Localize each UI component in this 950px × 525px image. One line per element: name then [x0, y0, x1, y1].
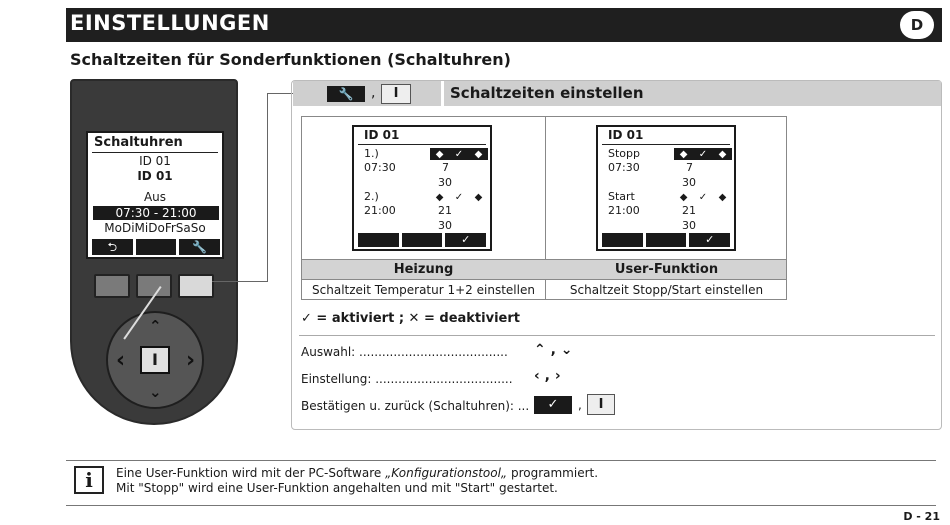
- mark: ✓: [454, 148, 464, 160]
- mark: ◆: [474, 148, 483, 160]
- mark: ◆: [435, 191, 444, 203]
- wrench-icon[interactable]: 🔧: [179, 239, 220, 255]
- device-line-status: Aus: [143, 190, 167, 204]
- check-icon: ✓: [534, 396, 572, 414]
- screen-title: ID 01: [608, 128, 644, 142]
- mark: ✓: [454, 191, 464, 203]
- mark: ◆: [718, 148, 727, 160]
- row-label: 2.): [364, 190, 379, 203]
- panel-title: Schaltzeiten einstellen: [450, 84, 644, 102]
- row-time: 21:00: [364, 204, 396, 217]
- note-text: programmiert.: [507, 466, 599, 480]
- screens-table: [301, 116, 787, 300]
- arrow-up-down-icon: ⌃ , ⌄: [534, 342, 573, 358]
- day-marks-bar: [674, 148, 732, 160]
- device-key-right[interactable]: [178, 274, 214, 298]
- day-marks-bar: [430, 148, 488, 160]
- screen-softkeys: [358, 233, 486, 247]
- panel-header: [444, 81, 941, 106]
- device-line-days: MoDiMiDoFrSaSo: [104, 221, 206, 235]
- device-line-selected-time: 07:30 - 21:00: [93, 206, 219, 220]
- i-key: I: [381, 84, 411, 104]
- softkey: [358, 233, 399, 247]
- device-screen: [86, 131, 224, 259]
- page-header: [66, 8, 942, 42]
- mark: ◆: [474, 191, 483, 203]
- back-icon[interactable]: ⮌: [92, 239, 133, 255]
- desc-user-funktion: Schaltzeit Stopp/Start einstellen: [569, 283, 764, 297]
- key-separator: ,: [578, 398, 582, 412]
- info-icon: i: [74, 466, 104, 494]
- row-einstellung: Einstellung: ....................................: [301, 372, 513, 386]
- row-auswahl: Auswahl: .......................................: [301, 345, 508, 359]
- screen-user-funktion: [596, 125, 736, 251]
- row-value: 30: [438, 219, 452, 232]
- row-label: Stopp: [608, 147, 640, 160]
- softkey: [602, 233, 643, 247]
- info-divider-top: [66, 460, 936, 461]
- i-key: I: [587, 394, 615, 415]
- page-number: D - 21: [903, 510, 940, 523]
- screen-title: ID 01: [364, 128, 400, 142]
- arrow-down-icon[interactable]: ⌄: [149, 383, 162, 401]
- screen-softkeys: [602, 233, 730, 247]
- row-value: 7: [686, 161, 693, 174]
- row-label: Start: [608, 190, 635, 203]
- row-value: 7: [442, 161, 449, 174]
- table-desc-row: [302, 280, 786, 300]
- softkey: [402, 233, 443, 247]
- mark: ◆: [679, 148, 688, 160]
- arrow-up-icon[interactable]: ⌃: [149, 317, 162, 335]
- wrench-icon: 🔧: [327, 86, 365, 102]
- col-head-user-funktion: User-Funktion: [614, 262, 719, 277]
- day-marks: [430, 191, 488, 203]
- table-header-row: [302, 259, 786, 280]
- separator: [299, 335, 935, 336]
- controller-device: [70, 79, 238, 425]
- device-center-key[interactable]: I: [140, 346, 170, 374]
- panel-header-keys: [293, 81, 441, 106]
- arrow-right-icon[interactable]: ›: [186, 348, 196, 373]
- header-title: EINSTELLUNGEN: [70, 11, 270, 35]
- key-separator: ,: [371, 85, 376, 101]
- device-key-left[interactable]: [94, 274, 130, 298]
- device-screen-divider: [92, 152, 218, 153]
- row-value: 21: [682, 204, 696, 217]
- row-bestaetigen: Bestätigen u. zurück (Schaltuhren): ...: [301, 399, 530, 413]
- info-divider-bottom: [66, 505, 936, 506]
- info-note-2: Mit "Stopp" wird eine User-Funktion angehalten und mit "Start" gestartet.: [116, 481, 558, 495]
- note-text: Eine User-Funktion wird mit der PC-Software: [116, 466, 386, 480]
- connector-line: [212, 281, 268, 282]
- screen-divider: [602, 144, 730, 145]
- device-line-id-bold: ID 01: [137, 169, 173, 183]
- row-value: 30: [682, 176, 696, 189]
- row-value: 21: [438, 204, 452, 217]
- col-head-heizung: Heizung: [393, 262, 454, 277]
- info-note-1: [116, 466, 598, 480]
- device-softkeys: [92, 239, 220, 255]
- arrow-left-right-icon: ‹ , ›: [534, 368, 561, 384]
- mark: ◆: [718, 191, 727, 203]
- row-time: 07:30: [364, 161, 396, 174]
- mark: ✓: [698, 148, 708, 160]
- legend: ✓ = aktiviert ; ✕ = deaktiviert: [301, 311, 520, 326]
- screen-heizung: [352, 125, 492, 251]
- desc-heizung: Schaltzeit Temperatur 1+2 einstellen: [312, 283, 535, 297]
- device-line-id: ID 01: [139, 154, 171, 168]
- softkey-middle[interactable]: [136, 239, 177, 255]
- device-screen-title: Schaltuhren: [94, 135, 183, 150]
- screen-divider: [358, 144, 486, 145]
- connector-line: [267, 93, 268, 282]
- row-time: 07:30: [608, 161, 640, 174]
- software-name: „Konfigurationstool„: [385, 466, 508, 480]
- mark: ◆: [435, 148, 444, 160]
- row-label: 1.): [364, 147, 379, 160]
- day-marks: [674, 191, 732, 203]
- mark: ◆: [679, 191, 688, 203]
- check-icon: ✓: [445, 233, 486, 247]
- device-dpad: [106, 311, 204, 409]
- row-value: 30: [438, 176, 452, 189]
- row-time: 21:00: [608, 204, 640, 217]
- softkey: [646, 233, 687, 247]
- language-badge: D: [900, 11, 934, 39]
- row-value: 30: [682, 219, 696, 232]
- arrow-left-icon[interactable]: ‹: [116, 348, 126, 373]
- check-icon: ✓: [689, 233, 730, 247]
- connector-line: [267, 93, 293, 94]
- mark: ✓: [698, 191, 708, 203]
- section-subtitle: Schaltzeiten für Sonderfunktionen (Schaltuhren): [70, 50, 511, 69]
